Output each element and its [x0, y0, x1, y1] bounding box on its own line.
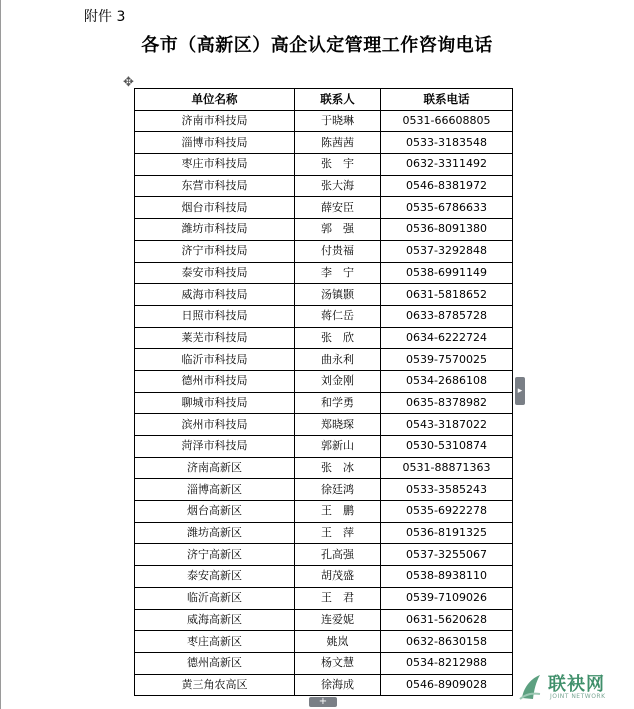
cell-phone: 0543-3187022	[381, 414, 513, 436]
cell-contact-person: 徐廷鸿	[295, 479, 381, 501]
cell-phone: 0539-7570025	[381, 349, 513, 371]
cell-phone: 0538-6991149	[381, 262, 513, 284]
table-row	[135, 544, 513, 566]
cell-contact-person: 张大海	[295, 175, 381, 197]
table-row	[135, 327, 513, 349]
cell-contact-person: 付贵福	[295, 240, 381, 262]
cell-phone: 0546-8381972	[381, 175, 513, 197]
cell-unit-name: 滨州市科技局	[135, 414, 295, 436]
table-row	[135, 349, 513, 371]
table-row	[135, 436, 513, 458]
cell-contact-person: 连爱妮	[295, 609, 381, 631]
cell-contact-person: 王 萍	[295, 522, 381, 544]
cell-unit-name: 淄博市科技局	[135, 132, 295, 154]
table-row	[135, 305, 513, 327]
header-phone: 联系电话	[381, 89, 513, 111]
cell-contact-person: 郭新山	[295, 436, 381, 458]
cell-phone: 0538-8938110	[381, 566, 513, 588]
header-contact-person: 联系人	[295, 89, 381, 111]
cell-unit-name: 菏泽市科技局	[135, 436, 295, 458]
cell-unit-name: 济南市科技局	[135, 110, 295, 132]
cell-contact-person: 张 冰	[295, 457, 381, 479]
cell-unit-name: 泰安市科技局	[135, 262, 295, 284]
watermark-subtitle: JOINT NETWORK	[550, 693, 606, 700]
table-row	[135, 262, 513, 284]
table-row	[135, 392, 513, 414]
attachment-label: 附件 3	[84, 9, 126, 25]
table-row	[135, 631, 513, 653]
cell-phone: 0533-3585243	[381, 479, 513, 501]
table-row	[135, 240, 513, 262]
cell-contact-person: 刘金刚	[295, 370, 381, 392]
cell-contact-person: 胡茂盛	[295, 566, 381, 588]
cell-phone: 0536-8091380	[381, 219, 513, 241]
add-row-tab-icon[interactable]: +	[309, 697, 337, 707]
cell-phone: 0534-8212988	[381, 652, 513, 674]
cell-unit-name: 威海市科技局	[135, 284, 295, 306]
site-watermark	[518, 670, 630, 706]
cell-contact-person: 王 君	[295, 587, 381, 609]
cell-contact-person: 蒋仁岳	[295, 305, 381, 327]
table-row	[135, 674, 513, 696]
table-row	[135, 370, 513, 392]
cell-phone: 0633-8785728	[381, 305, 513, 327]
cell-contact-person: 李 宁	[295, 262, 381, 284]
cell-contact-person: 孔高强	[295, 544, 381, 566]
table-row	[135, 587, 513, 609]
cell-unit-name: 聊城市科技局	[135, 392, 295, 414]
cell-phone: 0536-8191325	[381, 522, 513, 544]
table-row	[135, 501, 513, 523]
cell-phone: 0537-3292848	[381, 240, 513, 262]
table-move-handle-icon[interactable]: ✥	[123, 75, 134, 90]
cell-contact-person: 和学勇	[295, 392, 381, 414]
table-row	[135, 154, 513, 176]
table-header-row	[135, 89, 513, 111]
cell-unit-name: 淄博高新区	[135, 479, 295, 501]
cell-unit-name: 济宁高新区	[135, 544, 295, 566]
table-row	[135, 522, 513, 544]
cell-contact-person: 郑晓琛	[295, 414, 381, 436]
cell-unit-name: 泰安高新区	[135, 566, 295, 588]
cell-contact-person: 薛安臣	[295, 197, 381, 219]
table-row	[135, 566, 513, 588]
watermark-logo-icon	[518, 672, 544, 702]
cell-contact-person: 郭 强	[295, 219, 381, 241]
table-row	[135, 609, 513, 631]
cell-phone: 0531-88871363	[381, 457, 513, 479]
cell-unit-name: 临沂高新区	[135, 587, 295, 609]
cell-contact-person: 陈茜茜	[295, 132, 381, 154]
cell-contact-person: 姚岚	[295, 631, 381, 653]
cell-unit-name: 烟台高新区	[135, 501, 295, 523]
cell-phone: 0635-8378982	[381, 392, 513, 414]
cell-phone: 0632-8630158	[381, 631, 513, 653]
cell-phone: 0537-3255067	[381, 544, 513, 566]
table-row	[135, 652, 513, 674]
cell-unit-name: 临沂市科技局	[135, 349, 295, 371]
cell-unit-name: 德州市科技局	[135, 370, 295, 392]
header-unit-name: 单位名称	[135, 89, 295, 111]
cell-unit-name: 枣庄市科技局	[135, 154, 295, 176]
table-row	[135, 132, 513, 154]
cell-phone: 0631-5818652	[381, 284, 513, 306]
watermark-name: 联袂网	[548, 674, 605, 695]
cell-contact-person: 张 欣	[295, 327, 381, 349]
cell-phone: 0631-5620628	[381, 609, 513, 631]
table-row	[135, 175, 513, 197]
cell-contact-person: 曲永利	[295, 349, 381, 371]
cell-phone: 0632-3311492	[381, 154, 513, 176]
contact-table	[134, 88, 513, 696]
cell-contact-person: 王 鹏	[295, 501, 381, 523]
document-title: 各市（高新区）高企认定管理工作咨询电话	[141, 35, 493, 56]
cell-phone: 0535-6786633	[381, 197, 513, 219]
table-row	[135, 197, 513, 219]
table-row	[135, 479, 513, 501]
cell-contact-person: 于晓琳	[295, 110, 381, 132]
cell-unit-name: 德州高新区	[135, 652, 295, 674]
cell-unit-name: 莱芜市科技局	[135, 327, 295, 349]
page-left-border	[0, 0, 1, 709]
cell-unit-name: 潍坊高新区	[135, 522, 295, 544]
table-row	[135, 110, 513, 132]
cell-unit-name: 黄三角农高区	[135, 674, 295, 696]
table-row	[135, 414, 513, 436]
cell-unit-name: 烟台市科技局	[135, 197, 295, 219]
cell-unit-name: 东营市科技局	[135, 175, 295, 197]
cell-phone: 0634-6222724	[381, 327, 513, 349]
table-row	[135, 457, 513, 479]
cell-contact-person: 徐海成	[295, 674, 381, 696]
cell-unit-name: 济南高新区	[135, 457, 295, 479]
cell-phone: 0530-5310874	[381, 436, 513, 458]
table-resize-tab-icon[interactable]: ▸	[515, 377, 525, 405]
cell-unit-name: 济宁市科技局	[135, 240, 295, 262]
cell-phone: 0539-7109026	[381, 587, 513, 609]
cell-phone: 0531-66608805	[381, 110, 513, 132]
cell-phone: 0535-6922278	[381, 501, 513, 523]
cell-unit-name: 潍坊市科技局	[135, 219, 295, 241]
cell-unit-name: 枣庄高新区	[135, 631, 295, 653]
table-row	[135, 284, 513, 306]
table-row	[135, 219, 513, 241]
cell-phone: 0534-2686108	[381, 370, 513, 392]
cell-phone: 0533-3183548	[381, 132, 513, 154]
cell-contact-person: 杨文慧	[295, 652, 381, 674]
cell-contact-person: 汤镇颢	[295, 284, 381, 306]
cell-contact-person: 张 宇	[295, 154, 381, 176]
cell-phone: 0546-8909028	[381, 674, 513, 696]
cell-unit-name: 日照市科技局	[135, 305, 295, 327]
cell-unit-name: 威海高新区	[135, 609, 295, 631]
